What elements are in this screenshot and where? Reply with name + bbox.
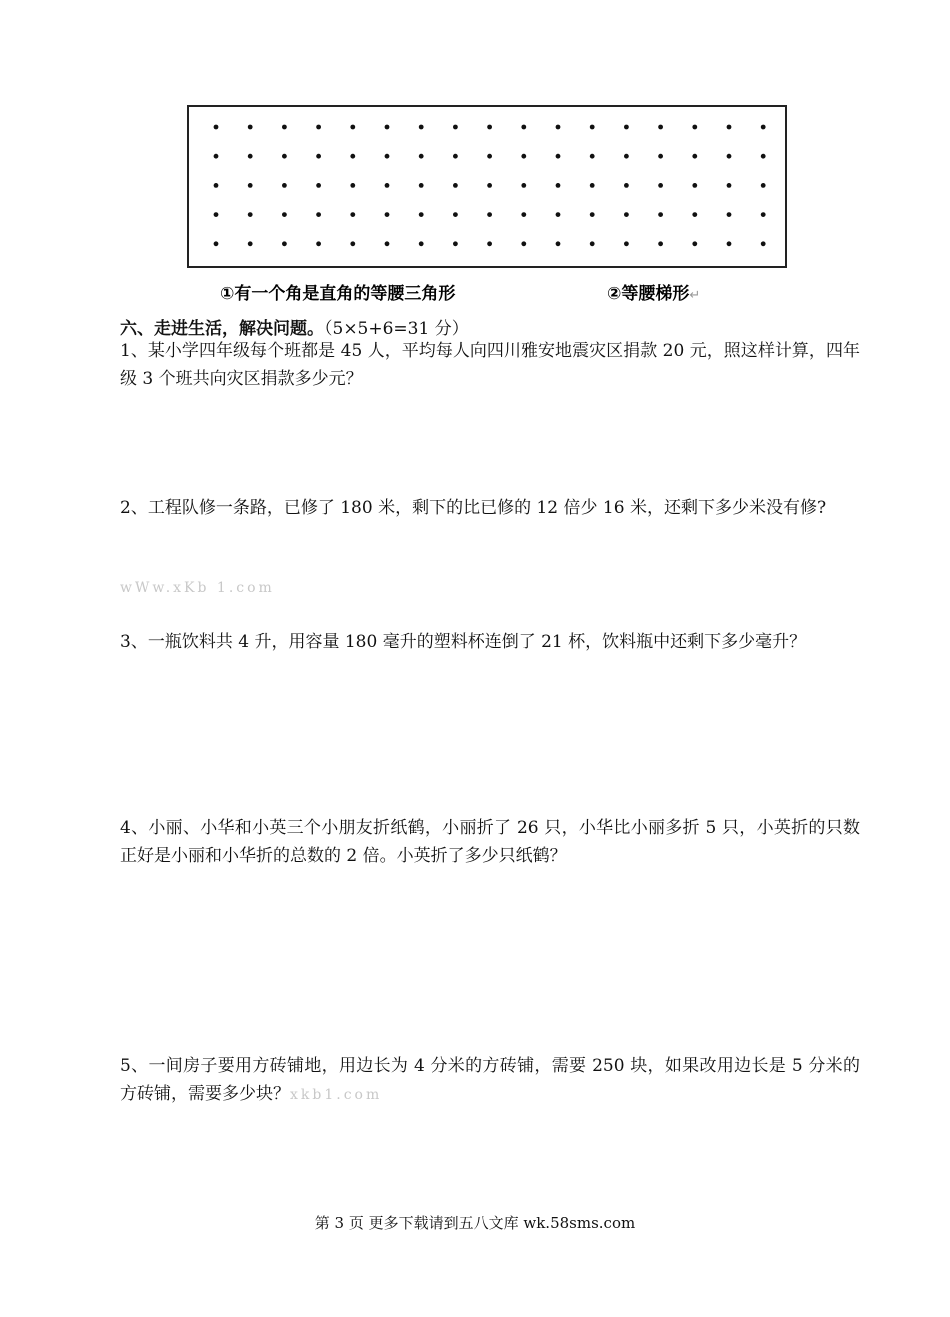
grid-dot bbox=[385, 183, 390, 188]
grid-dot bbox=[692, 212, 697, 217]
grid-dot bbox=[487, 241, 492, 246]
grid-dot bbox=[761, 154, 766, 159]
grid-dot bbox=[761, 212, 766, 217]
grid-dot bbox=[282, 183, 287, 188]
grid-dot bbox=[419, 212, 424, 217]
grid-dot bbox=[248, 154, 253, 159]
grid-dot bbox=[385, 125, 390, 130]
grid-dot bbox=[590, 125, 595, 130]
grid-dot bbox=[590, 154, 595, 159]
grid-dot bbox=[487, 125, 492, 130]
question-5-text: 5、一间房子要用方砖铺地，用边长为 4 分米的方砖铺，需要 250 块，如果改用边长是 5 分米的方砖铺，需要多少块？ bbox=[120, 1056, 860, 1104]
grid-dot bbox=[727, 183, 732, 188]
grid-dot bbox=[590, 241, 595, 246]
grid-dot bbox=[624, 183, 629, 188]
inline-watermark: xkb1.com bbox=[290, 1087, 383, 1103]
grid-dot bbox=[624, 125, 629, 130]
figure-caption-1 bbox=[220, 279, 455, 304]
grid-dot bbox=[316, 183, 321, 188]
grid-dot bbox=[624, 241, 629, 246]
grid-dot bbox=[761, 125, 766, 130]
grid-dot bbox=[521, 241, 526, 246]
grid-dot bbox=[248, 212, 253, 217]
grid-dot bbox=[316, 154, 321, 159]
grid-dot bbox=[214, 183, 219, 188]
grid-dot bbox=[419, 125, 424, 130]
figure-caption-2 bbox=[607, 279, 700, 304]
grid-dot bbox=[453, 183, 458, 188]
grid-dot bbox=[453, 125, 458, 130]
section-points: （5×5+6=31 分） bbox=[324, 319, 469, 339]
grid-dot bbox=[658, 154, 663, 159]
grid-dot bbox=[214, 212, 219, 217]
grid-dot bbox=[385, 241, 390, 246]
grid-dot bbox=[692, 241, 697, 246]
grid-dot bbox=[419, 241, 424, 246]
grid-dot bbox=[556, 241, 561, 246]
question-5 bbox=[120, 1052, 860, 1109]
grid-dot bbox=[487, 212, 492, 217]
section-title: 六、走进生活，解决问题。 bbox=[120, 319, 324, 339]
paragraph-mark: ↵ bbox=[689, 288, 701, 303]
grid-dot bbox=[316, 125, 321, 130]
grid-dot bbox=[453, 241, 458, 246]
grid-dot bbox=[658, 183, 663, 188]
grid-dot bbox=[590, 183, 595, 188]
grid-dot bbox=[487, 154, 492, 159]
grid-dot bbox=[692, 154, 697, 159]
grid-dot bbox=[316, 212, 321, 217]
question-2: 2、工程队修一条路，已修了 180 米，剩下的比已修的 12 倍少 16 米，还剩下多少米没有修? bbox=[120, 498, 827, 518]
grid-dot bbox=[658, 241, 663, 246]
grid-dot bbox=[282, 154, 287, 159]
grid-dot bbox=[761, 241, 766, 246]
grid-dot bbox=[248, 241, 253, 246]
grid-dot bbox=[658, 212, 663, 217]
dot-grid bbox=[189, 107, 785, 266]
grid-dot bbox=[658, 125, 663, 130]
grid-dot bbox=[556, 212, 561, 217]
question-3: 3、一瓶饮料共 4 升，用容量 180 毫升的塑料杯连倒了 21 杯，饮料瓶中还剩下多少毫升？ bbox=[120, 632, 807, 652]
grid-dot bbox=[556, 183, 561, 188]
section-heading bbox=[120, 314, 469, 339]
grid-dot bbox=[727, 154, 732, 159]
grid-dot bbox=[521, 154, 526, 159]
question-4: 4、小丽、小华和小英三个小朋友折纸鹤，小丽折了 26 只，小华比小丽多折 5 只，小英折的只数正好是小丽和小华折的总数的 2 倍。小英折了多少只纸鹤？ bbox=[120, 818, 860, 866]
grid-dot bbox=[214, 154, 219, 159]
grid-dot bbox=[282, 125, 287, 130]
grid-dot bbox=[727, 125, 732, 130]
grid-dot bbox=[385, 212, 390, 217]
grid-dot bbox=[214, 241, 219, 246]
grid-dot bbox=[350, 212, 355, 217]
grid-dot bbox=[282, 241, 287, 246]
grid-dot bbox=[727, 241, 732, 246]
grid-dot bbox=[453, 154, 458, 159]
caption-1-text: ①有一个角是直角的等腰三角形 bbox=[220, 284, 456, 304]
grid-dot bbox=[590, 212, 595, 217]
grid-dot bbox=[453, 212, 458, 217]
dot-grid-figure bbox=[187, 105, 787, 268]
grid-dot bbox=[556, 154, 561, 159]
grid-dot bbox=[419, 183, 424, 188]
grid-dot bbox=[385, 154, 390, 159]
grid-dot bbox=[419, 154, 424, 159]
grid-dot bbox=[521, 125, 526, 130]
grid-dot bbox=[248, 183, 253, 188]
grid-dot bbox=[624, 212, 629, 217]
grid-dot bbox=[350, 183, 355, 188]
grid-dot bbox=[487, 183, 492, 188]
grid-dot bbox=[692, 125, 697, 130]
grid-dot bbox=[214, 125, 219, 130]
grid-dot bbox=[556, 125, 561, 130]
grid-dot bbox=[727, 212, 732, 217]
grid-dot bbox=[521, 183, 526, 188]
grid-dot bbox=[350, 241, 355, 246]
watermark: wWw.xKb 1.com bbox=[120, 580, 275, 596]
grid-dot bbox=[282, 212, 287, 217]
grid-dot bbox=[316, 241, 321, 246]
grid-dot bbox=[350, 154, 355, 159]
caption-2-text: ②等腰梯形 bbox=[607, 284, 690, 304]
grid-dot bbox=[692, 183, 697, 188]
grid-dot bbox=[624, 154, 629, 159]
grid-dot bbox=[350, 125, 355, 130]
page-footer: 第 3 页 更多下载请到五八文库 wk.58sms.com bbox=[314, 1214, 636, 1232]
grid-dot bbox=[761, 183, 766, 188]
grid-dot bbox=[521, 212, 526, 217]
grid-dot bbox=[248, 125, 253, 130]
question-1: 1、某小学四年级每个班都是 45 人，平均每人向四川雅安地震灾区捐款 20 元，照这样计算，四年级 3 个班共向灾区捐款多少元？ bbox=[120, 341, 860, 389]
